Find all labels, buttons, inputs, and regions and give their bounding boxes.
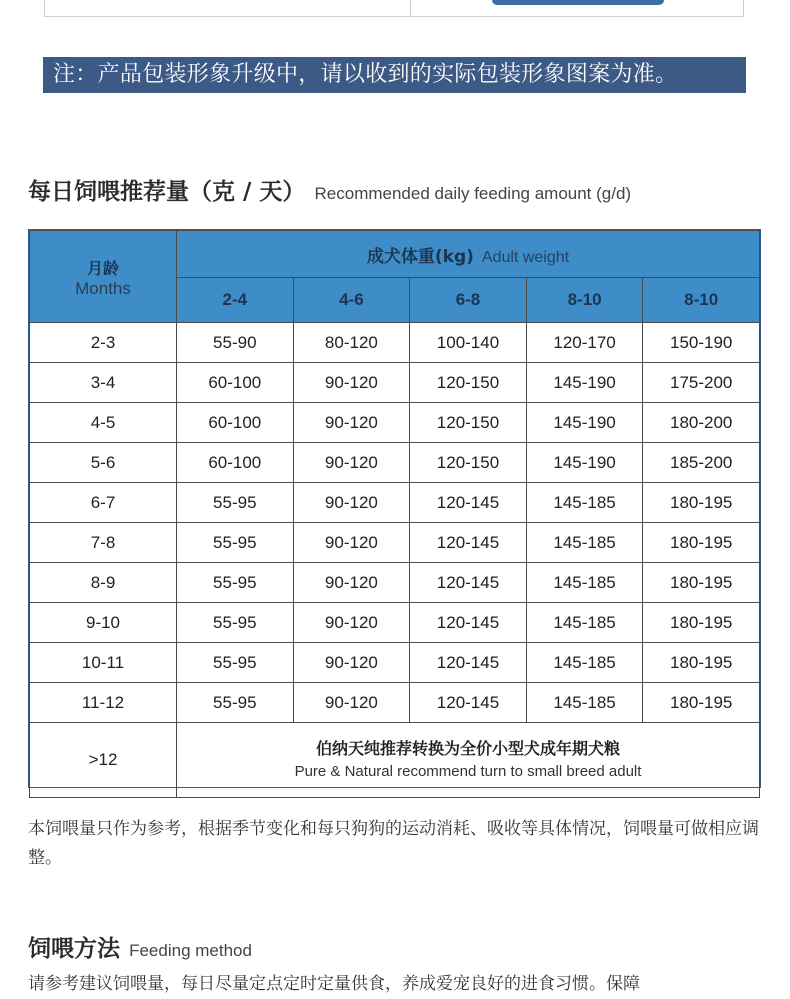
feeding-amount-cell: 145-185: [526, 683, 643, 723]
month-cell: 7-8: [30, 523, 177, 563]
month-cell: 3-4: [30, 363, 177, 403]
month-header-en: Months: [75, 278, 131, 298]
table-row: [30, 563, 760, 603]
feeding-amount-cell: 55-95: [177, 643, 294, 683]
feeding-amount-cell: 150-190: [643, 323, 760, 363]
weight-range-header: 6-8: [410, 278, 527, 323]
feeding-amount-cell: 180-195: [643, 563, 760, 603]
table-row: [30, 603, 760, 643]
feeding-amount-cell: 60-100: [177, 363, 294, 403]
month-cell: 10-11: [30, 643, 177, 683]
adult-weight-header: [177, 231, 760, 278]
feeding-amount-cell: 145-185: [526, 483, 643, 523]
adult-recommendation-cell: [177, 723, 760, 798]
feeding-amount-cell: 55-95: [177, 523, 294, 563]
feeding-amount-cell: 120-145: [410, 603, 527, 643]
feeding-amount-cell: 120-150: [410, 403, 527, 443]
column-divider: [410, 0, 411, 16]
feeding-method-title: [28, 930, 252, 963]
product-package-image: [492, 0, 664, 5]
table-body: [30, 323, 760, 723]
feeding-amount-cell: 100-140: [410, 323, 527, 363]
feeding-amount-cell: 185-200: [643, 443, 760, 483]
feeding-amount-cell: 180-195: [643, 483, 760, 523]
feeding-amount-cell: 90-120: [293, 683, 410, 723]
table-row: [30, 643, 760, 683]
table-row-adult: [30, 723, 760, 798]
table-row: [30, 403, 760, 443]
weight-range-header: 2-4: [177, 278, 294, 323]
packaging-notice-banner: 注：产品包装形象升级中，请以收到的实际包装形象图案为准。: [43, 57, 746, 93]
table-row: [30, 523, 760, 563]
month-cell: 9-10: [30, 603, 177, 643]
feeding-amount-cell: 175-200: [643, 363, 760, 403]
feeding-amount-cell: 55-95: [177, 603, 294, 643]
feeding-amount-cell: 145-185: [526, 523, 643, 563]
feeding-title-en: Recommended daily feeding amount (g/d): [314, 184, 632, 203]
feeding-title-zh: 每日饲喂推荐量（克 / 天）: [28, 179, 306, 205]
feeding-amount-cell: 55-95: [177, 683, 294, 723]
feeding-amount-cell: 120-145: [410, 683, 527, 723]
feeding-amount-cell: 145-185: [526, 643, 643, 683]
feeding-amount-cell: 120-145: [410, 563, 527, 603]
month-cell: 6-7: [30, 483, 177, 523]
feeding-amount-cell: 55-90: [177, 323, 294, 363]
method-title-en: Feeding method: [129, 941, 252, 960]
weight-range-header: 4-6: [293, 278, 410, 323]
feeding-amount-cell: 90-120: [293, 523, 410, 563]
feeding-amount-cell: 60-100: [177, 403, 294, 443]
method-title-zh: 饲喂方法: [28, 936, 120, 962]
feeding-amount-cell: 120-150: [410, 443, 527, 483]
weight-header-zh: 成犬体重(kg): [366, 246, 474, 267]
recommend-text-zh: 伯纳天纯推荐转换为全价小型犬成年期犬粮: [315, 739, 620, 758]
feeding-amount-cell: 180-195: [643, 643, 760, 683]
table-row: [30, 483, 760, 523]
feeding-method-paragraph: 请参考建议饲喂量，每日尽量定点定时定量供食，养成爱宠良好的进食习惯。保障: [28, 974, 640, 994]
feeding-amount-cell: 120-145: [410, 483, 527, 523]
feeding-amount-cell: 180-195: [643, 523, 760, 563]
weight-range-header: 8-10: [526, 278, 643, 323]
feeding-amount-cell: 145-185: [526, 603, 643, 643]
previous-table-remnant: [44, 0, 744, 17]
feeding-amount-cell: 90-120: [293, 603, 410, 643]
feeding-amount-cell: 55-95: [177, 563, 294, 603]
feeding-amount-cell: 145-185: [526, 563, 643, 603]
weight-header-en: Adult weight: [481, 248, 570, 266]
feeding-amount-cell: 90-120: [293, 483, 410, 523]
feeding-amount-cell: 80-120: [293, 323, 410, 363]
feeding-amount-cell: 145-190: [526, 443, 643, 483]
feeding-amount-cell: 120-150: [410, 363, 527, 403]
feeding-amount-cell: 120-170: [526, 323, 643, 363]
month-cell: 8-9: [30, 563, 177, 603]
feeding-note-paragraph: 本饲喂量只作为参考，根据季节变化和每只狗狗的运动消耗、吸收等具体情况，饲喂量可做相应调整。: [28, 819, 759, 868]
month-cell: 11-12: [30, 683, 177, 723]
feeding-amount-cell: 180-195: [643, 603, 760, 643]
feeding-amount-cell: 120-145: [410, 643, 527, 683]
feeding-amount-title: [28, 173, 631, 206]
table-row: [30, 363, 760, 403]
month-cell: >12: [30, 723, 177, 798]
month-header: [30, 231, 177, 323]
feeding-amount-cell: 90-120: [293, 563, 410, 603]
feeding-table-container: [28, 229, 761, 788]
feeding-amount-cell: 145-190: [526, 403, 643, 443]
feeding-amount-cell: 145-190: [526, 363, 643, 403]
feeding-table: [29, 230, 760, 798]
month-cell: 2-3: [30, 323, 177, 363]
feeding-amount-cell: 180-195: [643, 683, 760, 723]
feeding-amount-cell: 180-200: [643, 403, 760, 443]
feeding-amount-cell: 90-120: [293, 403, 410, 443]
feeding-amount-cell: 120-145: [410, 523, 527, 563]
feeding-amount-cell: 90-120: [293, 363, 410, 403]
weight-range-header: 8-10: [643, 278, 760, 323]
table-row: [30, 323, 760, 363]
feeding-amount-cell: 90-120: [293, 643, 410, 683]
recommend-text-en: Pure & Natural recommend turn to small breed adult: [294, 763, 642, 780]
table-row: [30, 443, 760, 483]
month-cell: 5-6: [30, 443, 177, 483]
month-header-zh: 月龄: [86, 258, 119, 278]
table-row: [30, 683, 760, 723]
feeding-amount-cell: 90-120: [293, 443, 410, 483]
month-cell: 4-5: [30, 403, 177, 443]
feeding-amount-cell: 60-100: [177, 443, 294, 483]
feeding-amount-cell: 55-95: [177, 483, 294, 523]
